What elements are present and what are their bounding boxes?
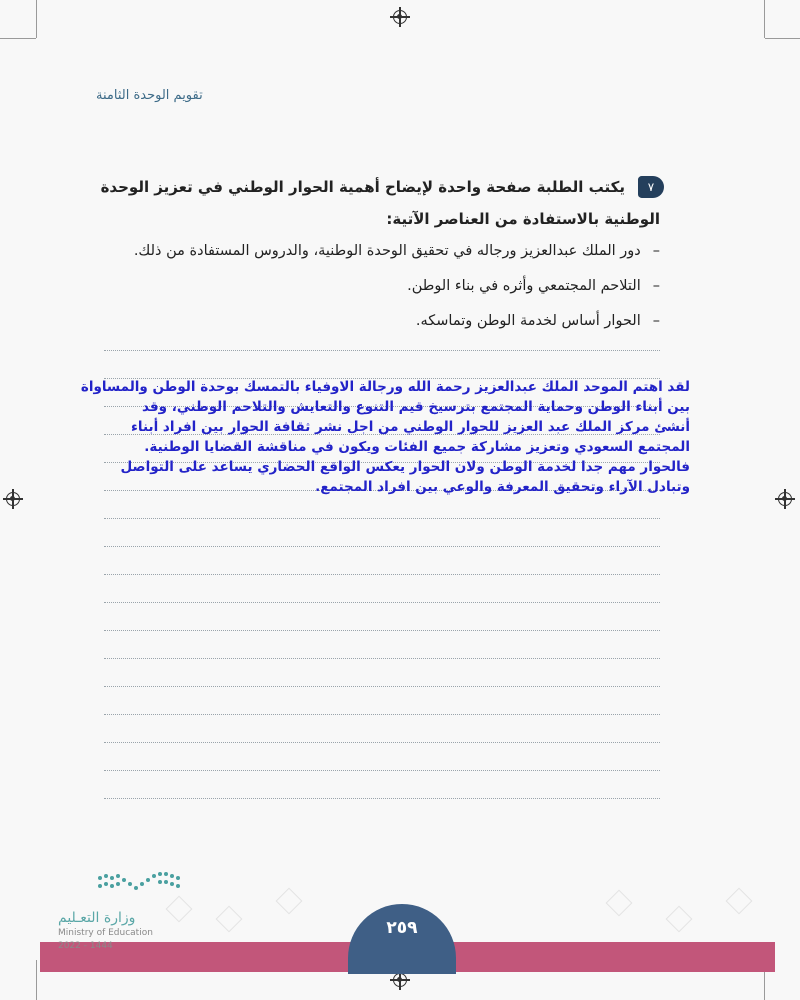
registration-mark-icon [778,492,792,506]
crop-mark [765,38,800,39]
writing-line [104,658,660,659]
question-bullets [100,243,660,348]
writing-line [104,630,660,631]
writing-line [104,770,660,771]
registration-mark-icon [393,10,407,24]
answer-line: فالحوار مهم جدا لخدمة الوطن ولان الحوار يعكس الواقع الحضاري يساعد على التواصل [120,459,690,475]
writing-line [104,742,660,743]
answer-line: بين أبناء الوطن وحماية المجتمع بترسيخ قيم التنوع والتعايش والتلاحم الوطني، وقد [141,399,690,415]
writing-line [104,350,660,351]
ministry-logo-icon [96,868,186,898]
writing-line [104,714,660,715]
answer-line: أنشئ مركز الملك عبد العزيز للحوار الوطني من اجل نشر ثقافة الحوار بين افراد أبناء [131,419,690,435]
bullet-item: –الحوار أساس لخدمة الوطن وتماسكه. [415,313,660,329]
answer-line: لقد اهتم الموحد الملك عبدالعزيز رحمة الله ورجالة الاوفياء بالتمسك بوحدة الوطن والمساواة [80,379,690,395]
crop-mark [36,0,37,38]
answer-line: المجتمع السعودي وتعزيز مشاركة جميع الفئات ويكون في مناقشة القضايا الوطنية. [144,439,690,455]
writing-line [104,798,660,799]
ministry-name-english: Ministry of Education [58,928,153,938]
writing-line [104,686,660,687]
decorative-pattern-icon [150,880,770,940]
handwritten-answer [80,377,690,497]
question-number-badge: ٧ [638,176,664,198]
bullet-item: –التلاحم المجتمعي وأثره في بناء الوطن. [407,278,660,294]
bullet-item: –دور الملك عبدالعزيز ورجاله في تحقيق الوحدة الوطنية، والدروس المستفادة من ذلك. [133,243,660,259]
edition-year: 2022 - 1444 [58,941,113,951]
crop-mark [764,0,765,38]
question-text-line-1: يكتب الطلبة صفحة واحدة لإيضاح أهمية الحوار الوطني في تعزيز الوحدة [100,178,625,196]
crop-mark [36,960,37,1000]
registration-mark-icon [6,492,20,506]
writing-line [104,602,660,603]
ministry-name-arabic: وزارة التعـليم [58,910,136,926]
answer-line: وتبادل الآراء وتحقيق المعرفة والوعي بين افراد المجتمع. [315,479,690,495]
registration-mark-icon [393,973,407,987]
writing-line [104,574,660,575]
page-number: ٢٥٩ [386,918,418,938]
writing-line [104,546,660,547]
question-text-line-2: الوطنية بالاستفادة من العناصر الآتية: [386,210,660,228]
writing-line [104,518,660,519]
unit-title: تقويم الوحدة الثامنة [96,88,203,103]
crop-mark [0,38,36,39]
